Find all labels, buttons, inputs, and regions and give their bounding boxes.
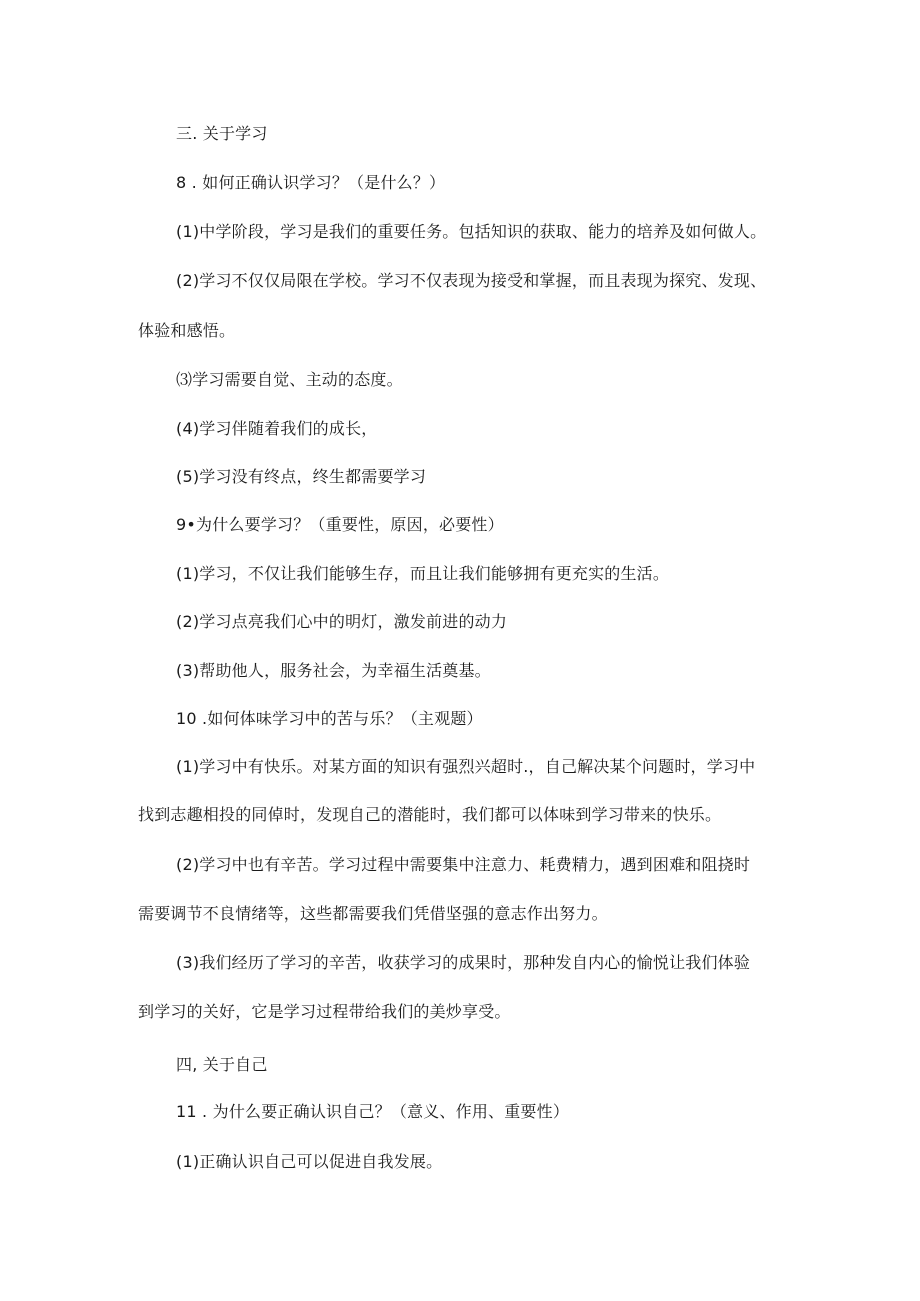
answer-8-1: (1)中学阶段，学习是我们的重要任务。包括知识的获取、能力的培养及如何做人。	[176, 222, 767, 241]
answer-10-2-continued: 需要调节不良情绪等，这些都需要我们凭借坚强的意志作出努力。	[138, 904, 608, 923]
answer-10-3-continued: 到学习的关好，它是学习过程带给我们的美炒享受。	[138, 1002, 511, 1021]
answer-8-5: (5)学习没有终点，终生都需要学习	[176, 467, 427, 486]
question-9: 9•为什么要学习？（重要性，原因，必要性）	[176, 515, 504, 534]
question-11: 11 . 为什么要正确认识自己？（意义、作用、重要性）	[176, 1102, 570, 1121]
answer-9-3: (3)帮助他人，服务社会，为幸福生活奠基。	[176, 661, 491, 680]
section-heading-learning: 三. 关于学习	[176, 124, 268, 143]
section-heading-self: 四, 关于自己	[176, 1055, 268, 1074]
answer-11-1: (1)正确认识自己可以促进自我发展。	[176, 1152, 443, 1171]
answer-8-2: (2)学习不仅仅局限在学校。学习不仅表现为接受和掌握，而且表现为探究、发现、	[176, 271, 767, 290]
answer-10-3: (3)我们经历了学习的辛苦，收获学习的成果时，那种发自内心的愉悦让我们体验	[176, 953, 751, 972]
answer-10-1-continued: 找到志趣相投的同倬时，发现自己的潜能时，我们都可以体味到学习带来的快乐。	[138, 805, 722, 824]
answer-9-2: (2)学习点亮我们心中的明灯，激发前进的动力	[176, 612, 508, 631]
answer-9-1: (1)学习，不仅让我们能够生存，而且让我们能够拥有更充实的生活。	[176, 564, 670, 583]
question-10: 10 .如何体味学习中的苦与乐？（主观题）	[176, 709, 483, 728]
answer-8-4: (4)学习伴随着我们的成长，	[176, 419, 378, 438]
question-8: 8 . 如何正确认识学习？（是什么？）	[176, 173, 446, 192]
answer-8-3: ⑶学习需要自觉、主动的态度。	[176, 370, 403, 389]
answer-10-2: (2)学习中也有辛苦。学习过程中需要集中注意力、耗费精力，遇到困难和阻挠时	[176, 855, 751, 874]
answer-8-2-continued: 体验和感悟。	[138, 321, 236, 340]
answer-10-1: (1)学习中有快乐。对某方面的知识有强烈兴超时.，自己解决某个问题时，学习中	[176, 757, 756, 776]
